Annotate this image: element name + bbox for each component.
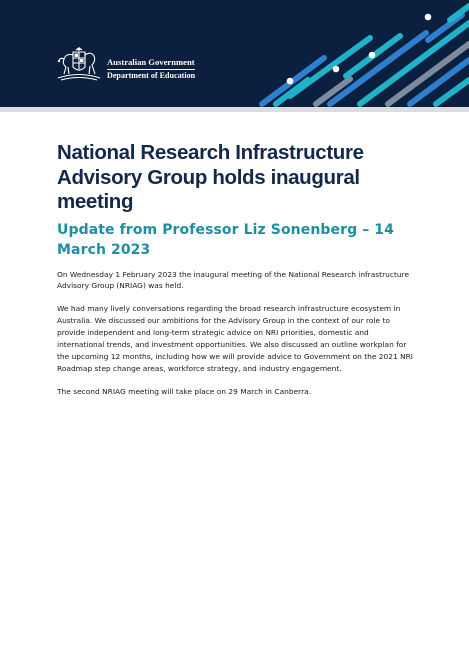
header-banner [0,0,469,107]
agency-wordmark [107,57,195,81]
paragraph: We had many lively conversations regarding the broad research infrastructure ecosystem in Australia. We discussed our ambitions for the Advisory Group in the context of our role to provide independent and long-term strategic advice on NRI priorities, domestic and international trends, and investment opportunities. We also discussed an outline workplan for the upcoming 12 months, including how we will provide advice to Government on the 2021 NRI Roadmap step change areas, workforce strategy, and industry engagement. [57,304,414,373]
department-name: Department of Education [107,71,196,80]
government-name: Australian Government [107,57,195,70]
coat-of-arms-icon [56,47,102,83]
document-body [57,141,415,398]
page-subtitle: Update from Professor Liz Sonenberg – 14 March 2023 [57,221,394,258]
paragraph: On Wednesday 1 February 2023 the inaugural meeting of the National Research infrastructure Advisory Group (NRIAG) was held. [57,269,410,291]
page-title: National Research Infrastructure Advisory Group holds inaugural meeting [57,141,364,213]
banner-divider [0,107,469,112]
paragraph: The second NRIAG meeting will take place on 29 March in Canberra. [57,386,312,396]
decorative-stripes [250,0,469,107]
